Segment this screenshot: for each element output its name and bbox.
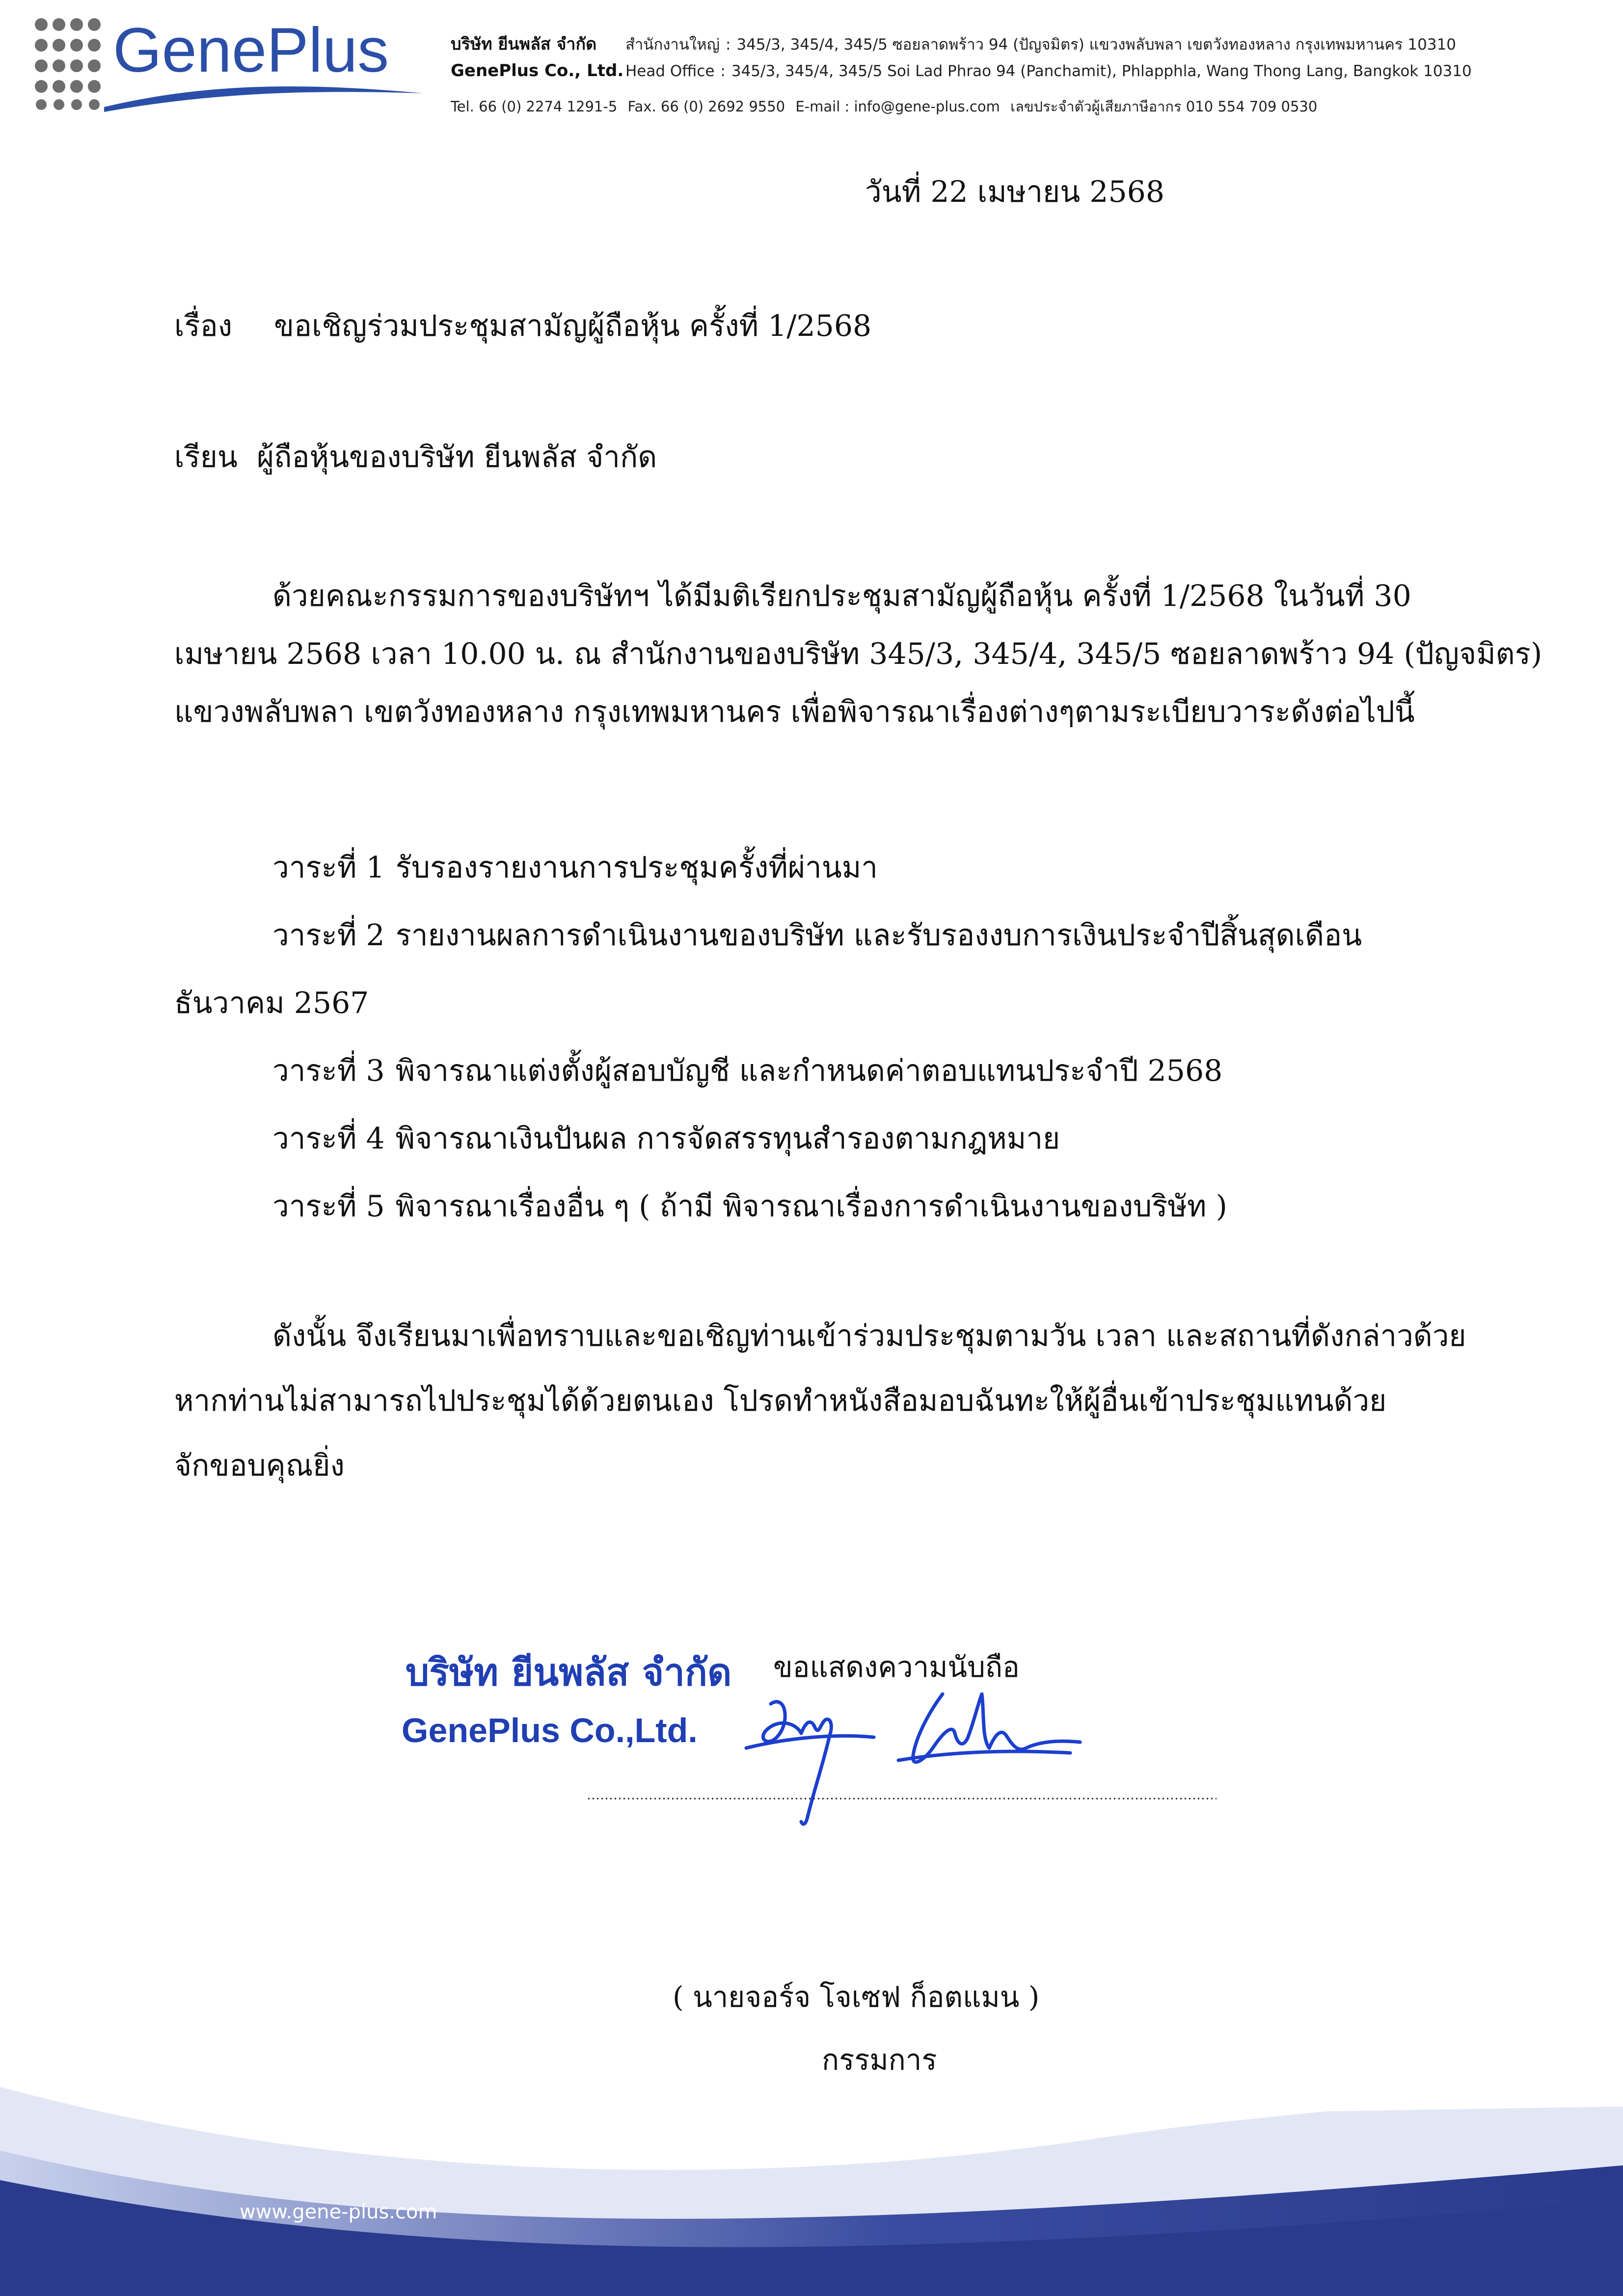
agenda-item	[174, 1173, 1529, 1240]
sign-off: ขอแสดงความนับถือ	[773, 1650, 1020, 1684]
company-name-th: บริษัท ยีนพลัส จำกัด	[451, 34, 597, 54]
intro-line: แขวงพลับพลา เขตวังทองหลาง กรุงเทพมหานคร เพื่อพิจารณาเรื่องต่างๆตามระเบียบวาระดังต่อไปนี้	[174, 695, 1415, 729]
footer-website: www.gene-plus.com	[240, 2201, 437, 2223]
signer-name: ( นายจอร์จ โจเซฟ ก็อตแมน )	[673, 1980, 1040, 2014]
stamp-name-en: GenePlus Co.,Ltd.	[402, 1711, 698, 1749]
footer-wave	[0, 2077, 1623, 2296]
logo-dot-grid	[35, 18, 101, 110]
letter-date: วันที่ 22 เมษายน 2568	[865, 175, 1164, 209]
intro-paragraph	[174, 567, 1542, 741]
closing-line: หากท่านไม่สามารถไปประชุมได้ด้วยตนเอง โปรดทำหนังสือมอบฉันทะให้ผู้อื่นเข้าประชุมแทนด้วย	[174, 1384, 1387, 1418]
geneplus-logo	[30, 9, 423, 112]
company-name-en: GenePlus Co., Ltd.	[451, 61, 624, 81]
head-office-label-th: สำนักงานใหญ่	[625, 36, 720, 54]
subject-label: เรื่อง	[174, 309, 233, 343]
head-office-address-th: 345/3, 345/4, 345/5 ซอยลาดพร้าว 94 (ปัญจมิตร) แขวงพลับพลา เขตวังทองหลาง กรุงเทพมหานคร 10310	[736, 36, 1457, 54]
agenda-number: วาระที่ 3	[272, 1054, 385, 1088]
closing-paragraph	[174, 1304, 1529, 1498]
logo-swoosh	[104, 86, 423, 112]
logo-wordmark: GenePlus	[113, 15, 389, 85]
agenda-item	[174, 902, 1529, 969]
tax-id: เลขประจำตัวผู้เสียภาษีอากร 010 554 709 0530	[1010, 98, 1318, 115]
recipient-text: ผู้ถือหุ้นของบริษัท ยีนพลัส จำกัด	[257, 440, 657, 474]
agenda-number: วาระที่ 4	[272, 1121, 385, 1156]
recipient-label: เรียน	[174, 440, 238, 474]
agenda-number: วาระที่ 5	[272, 1189, 385, 1224]
agenda-list	[174, 834, 1529, 1240]
recipient-line	[174, 428, 1529, 486]
agenda-number: วาระที่ 2	[272, 918, 385, 953]
handwritten-signature	[668, 1674, 1109, 1841]
closing-line: ดังนั้น จึงเรียนมาเพื่อทราบและขอเชิญท่านเข้าร่วมประชุมตามวัน เวลา และสถานที่ดังกล่าวด้วย	[272, 1319, 1466, 1353]
colon-separator: :	[720, 62, 726, 80]
intro-line: ด้วยคณะกรรมการของบริษัทฯ ได้มีมติเรียกประชุมสามัญผู้ถือหุ้น ครั้งที่ 1/2568 ในวันที่ 30	[272, 579, 1411, 613]
agenda-number: วาระที่ 1	[272, 850, 385, 885]
intro-line: เมษายน 2568 เวลา 10.00 น. ณ สำนักงานของบริษัท 345/3, 345/4, 345/5 ซอยลาดพร้าว 94 (ปัญจมิตร)	[174, 637, 1542, 671]
agenda-text: รายงานผลการดำเนินงานของบริษัท และรับรองงบการเงินประจำปีสิ้นสุดเดือน	[395, 918, 1362, 953]
agenda-item	[174, 1105, 1529, 1173]
agenda-item	[174, 1037, 1529, 1105]
letterhead-contact	[451, 30, 1595, 122]
fax-number: Fax. 66 (0) 2692 9550	[627, 98, 785, 115]
subject-line	[174, 297, 1529, 355]
agenda-text: พิจารณาเรื่องอื่น ๆ ( ถ้ามี พิจารณาเรื่องการดำเนินงานของบริษัท )	[395, 1189, 1227, 1224]
agenda-text: พิจารณาแต่งตั้งผู้สอบบัญชี และกำหนดค่าตอบแทนประจำปี 2568	[395, 1054, 1223, 1088]
stamp-name-th: บริษัท ยีนพลัส จำกัด	[406, 1650, 732, 1694]
head-office-label-en: Head Office	[625, 62, 715, 80]
colon-separator: :	[726, 36, 731, 54]
tel-number: Tel. 66 (0) 2274 1291-5	[451, 98, 618, 115]
agenda-text: พิจารณาเงินปันผล การจัดสรรทุนสำรองตามกฎหมาย	[395, 1121, 1060, 1156]
head-office-address-en: 345/3, 345/4, 345/5 Soi Lad Phrao 94 (Panchamit), Phlapphla, Wang Thong Lang, Bangkok 10310	[731, 62, 1472, 80]
email-address: E-mail : info@gene-plus.com	[795, 98, 1000, 115]
agenda-item-continuation: ธันวาคม 2567	[174, 986, 369, 1020]
subject-text: ขอเชิญร่วมประชุมสามัญผู้ถือหุ้น ครั้งที่ 1/2568	[274, 309, 872, 343]
signature-dotted-line	[588, 1797, 1217, 1800]
contact-line	[451, 91, 1595, 122]
signer-position: กรรมการ	[822, 2043, 937, 2077]
closing-line: จักขอบคุณยิ่ง	[174, 1449, 345, 1483]
agenda-text: รับรองรายงานการประชุมครั้งที่ผ่านมา	[395, 850, 878, 885]
agenda-item	[174, 834, 1529, 902]
